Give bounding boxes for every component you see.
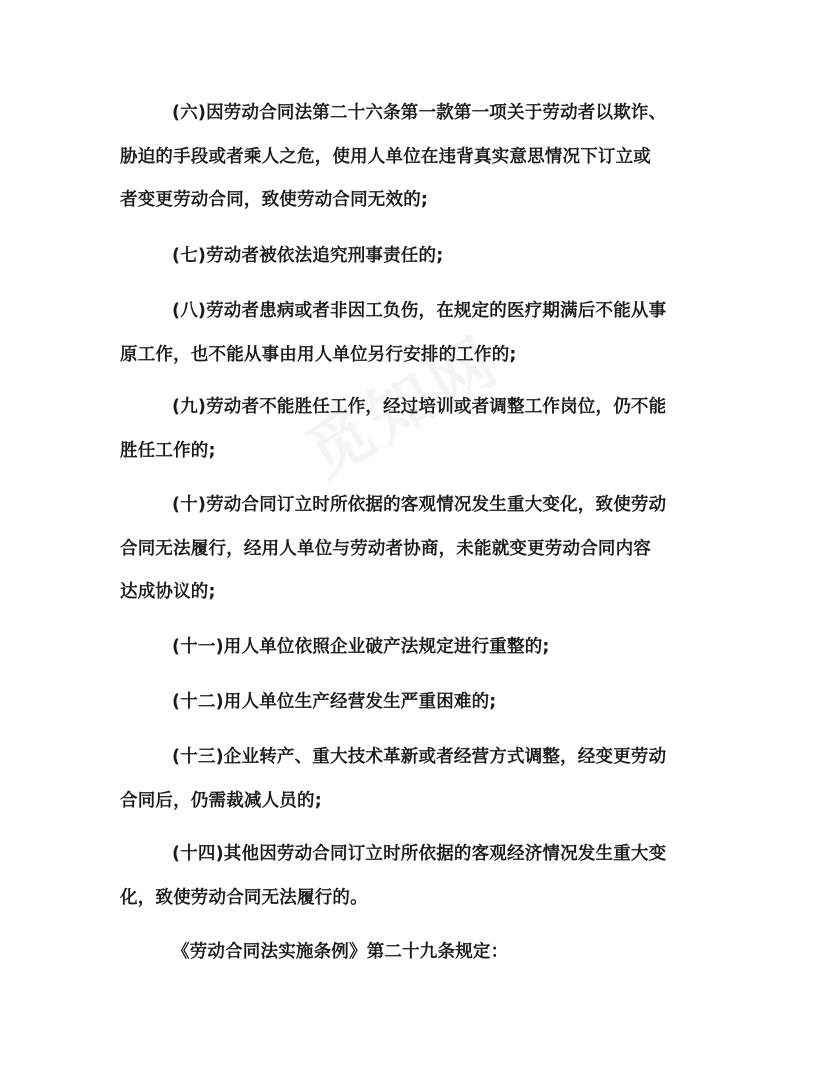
paragraph-regulation-heading xyxy=(120,932,710,972)
paragraph-item-12 xyxy=(120,682,710,722)
paragraph-line: (九)劳动者不能胜任工作，经过培训或者调整工作岗位，仍不能 xyxy=(172,397,667,417)
paragraph-line: (十二)用人单位生产经营发生严重困难的; xyxy=(172,692,497,712)
paragraph-line: (十一)用人单位依照企业破产法规定进行重整的; xyxy=(172,637,550,657)
paragraph-line: 合同无法履行，经用人单位与劳动者协商，未能就变更劳动合同内容 xyxy=(120,539,651,559)
paragraph-item-9 xyxy=(120,387,710,471)
paragraph-line: (七)劳动者被依法追究刑事责任的; xyxy=(172,246,444,266)
paragraph-line: 原工作，也不能从事由用人单位另行安排的工作的; xyxy=(120,345,517,365)
paragraph-line: 合同后，仍需裁减人员的; xyxy=(120,791,322,811)
paragraph-line: 化，致使劳动合同无法履行的。 xyxy=(120,888,368,908)
paragraph-line: (六)因劳动合同法第二十六条第一款第一项关于劳动者以欺诈、 xyxy=(172,103,667,123)
paragraph-line: (十四)其他因劳动合同订立时所依据的客观经济情况发生重大变 xyxy=(172,844,667,864)
paragraph-line: 者变更劳动合同，致使劳动合同无效的; xyxy=(120,190,429,210)
paragraph-line: (十三)企业转产、重大技术革新或者经营方式调整，经变更劳动 xyxy=(172,747,667,767)
paragraph-line: 胁迫的手段或者乘人之危，使用人单位在违背真实意思情况下订立或 xyxy=(120,147,651,167)
paragraph-line: 胜任工作的; xyxy=(120,441,216,461)
paragraph-line: (八)劳动者患病或者非因工负伤，在规定的医疗期满后不能从事 xyxy=(172,301,667,321)
paragraph-item-14 xyxy=(120,834,710,918)
paragraph-item-6 xyxy=(120,93,710,220)
paragraph-item-13 xyxy=(120,737,710,821)
paragraph-line: (十)劳动合同订立时所依据的客观情况发生重大变化，致使劳动 xyxy=(172,495,667,515)
paragraph-item-7 xyxy=(120,236,710,276)
paragraph-item-10 xyxy=(120,485,710,612)
paragraph-item-11 xyxy=(120,627,710,667)
paragraph-line: 《劳动合同法实施条例》第二十九条规定： xyxy=(172,942,509,962)
paragraph-line: 达成协议的; xyxy=(120,582,216,602)
paragraph-item-8 xyxy=(120,291,710,375)
